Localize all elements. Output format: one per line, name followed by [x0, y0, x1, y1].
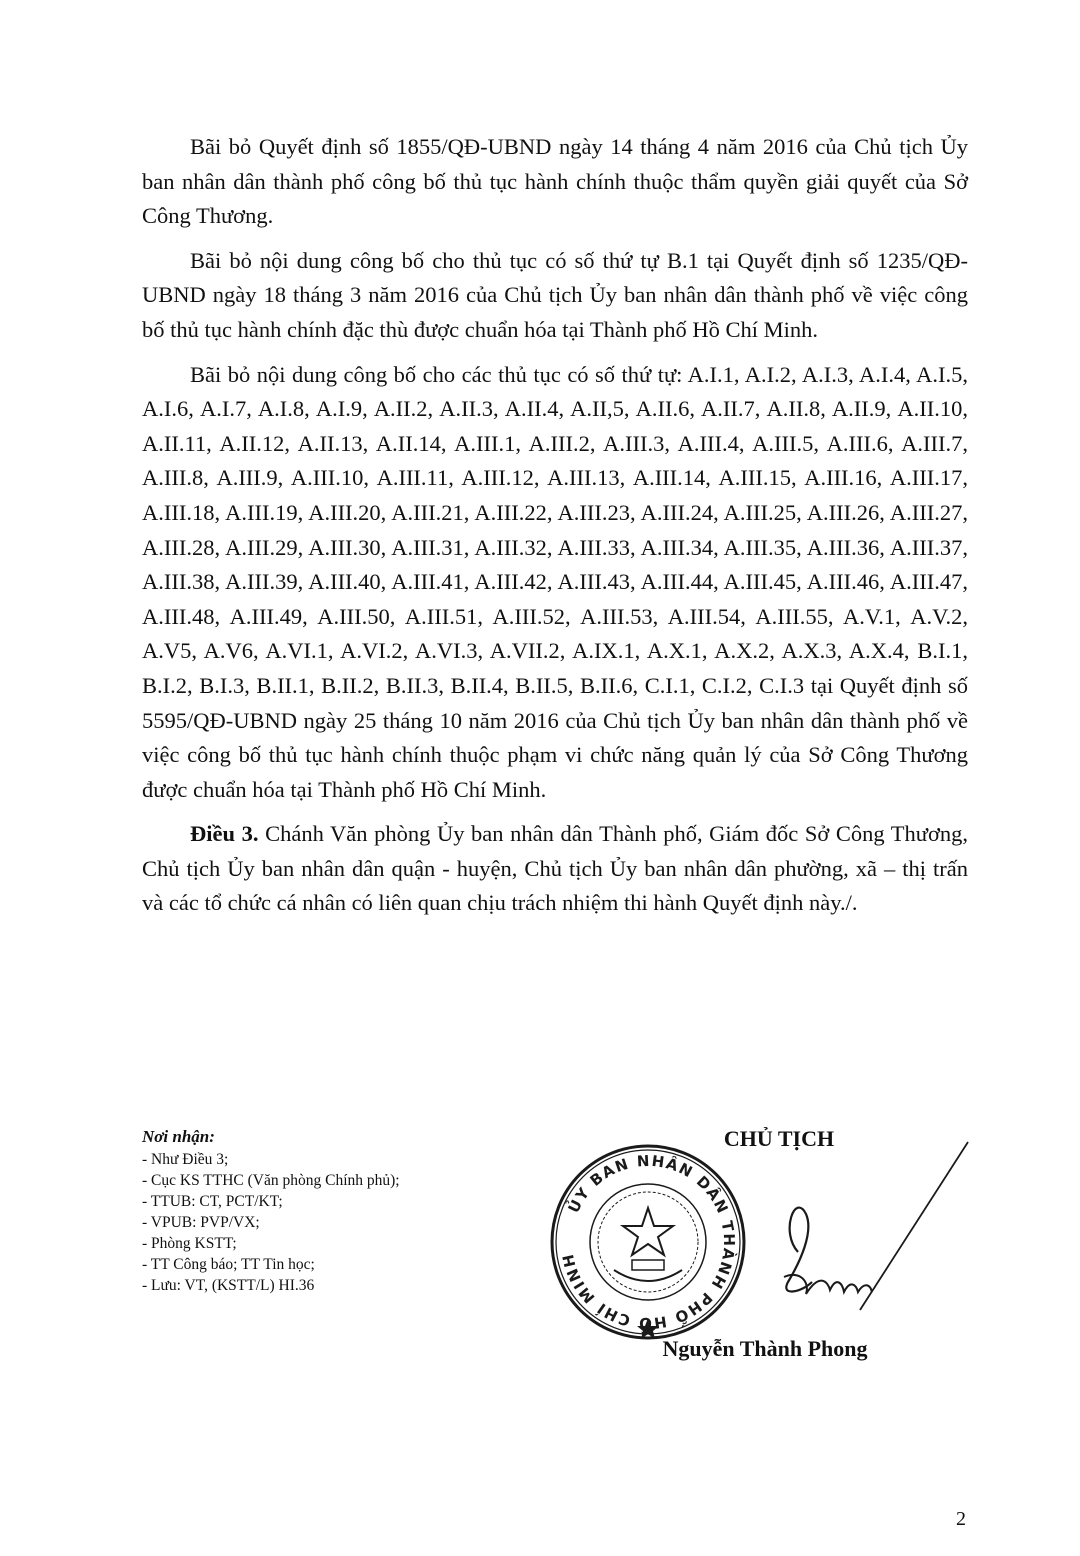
recipient-item: - TTUB: CT, PCT/KT; [142, 1193, 283, 1210]
paragraph-repeal-5595: Bãi bỏ nội dung công bố cho các thủ tục có số thứ tự: A.I.1, A.I.2, A.I.3, A.I.4, A.I.5, A.I.6, A.I.7, A.I.8, A.I.9, A.II.2, A.II.3, A.II.4, A.II,5, A.II.6, A.II.7, A.II.8, A.II.9, A.II.10, A.II.11, A.II.12, A.II.13, A.II.14, A.III.1, A.III.2, A.III.3, A.III.4, A.III.5, A.III.6, A.III.7, A.III.8, A.III.9, A.III.10, A.III.11, A.III.12, A.III.13, A.III.14, A.III.15, A.III.16, A.III.17, A.III.18, A.III.19, A.III.20, A.III.21, A.III.22, A.III.23, A.III.24, A.III.25, A.III.26, A.III.27, A.III.28, A.III.29, A.III.30, A.III.31, A.III.32, A.III.33, A.III.34, A.III.35, A.III.36, A.III.37, A.III.38, A.III.39, A.III.40, A.III.41, A.III.42, A.III.43, A.III.44, A.III.45, A.III.46, A.III.47, A.III.48, A.III.49, A.III.50, A.III.51, A.III.52, A.III.53, A.III.54, A.III.55, A.V.1, A.V.2, A.V5, A.V6, A.VI.1, A.VI.2, A.VI.3, A.VII.2, A.IX.1, A.X.1, A.X.2, A.X.3, A.X.4, B.I.1, B.I.2, B.I.3, B.II.1, B.II.2, B.II.3, B.II.4, B.II.5, B.II.6, C.I.1, C.I.2, C.I.3 tại Quyết định số 5595/QĐ-UBND ngày 25 tháng 10 năm 2016 của Chủ tịch Ủy ban nhân dân thành phố về việc công bố thủ tục hành chính thuộc phạm vi chức năng quản lý của Sở Công Thương được chuẩn hóa tại Thành phố Hồ Chí Minh. [142, 361, 968, 802]
recipient-item: - Lưu: VT, (KSTT/L) HI.36 [142, 1277, 315, 1294]
recipient-item: - Như Điều 3; [142, 1151, 229, 1168]
paragraph-repeal-1235: Bãi bỏ nội dung công bố cho thủ tục có số thứ tự B.1 tại Quyết định số 1235/QĐ-UBND ngày 18 tháng 3 năm 2016 của Chủ tịch Ủy ban nhân dân thành phố về việc công bố thủ tục hành chính đặc thù được chuẩn hóa tại Thành phố Hồ Chí Minh. [142, 247, 968, 342]
recipient-item: - Phòng KSTT; [142, 1235, 237, 1252]
article-3 [142, 817, 968, 921]
signer-name: Nguyễn Thành Phong [662, 1336, 868, 1361]
handwritten-signature [740, 1132, 980, 1332]
page-number: 2 [956, 1508, 966, 1530]
article-3-text: Chánh Văn phòng Ủy ban nhân dân Thành phố, Giám đốc Sở Công Thương, Chủ tịch Ủy ban nhân dân quận - huyện, Chủ tịch Ủy ban nhân dân phường, xã – thị trấn và các tổ chức cá nhân có liên quan chịu trách nhiệm thi hành Quyết định này./. [142, 821, 969, 916]
seal-ring-text: ỦY BAN NHÂN DÂN THÀNH PHỐ HỒ CHÍ MINH [558, 1151, 739, 1333]
official-seal [548, 1142, 748, 1342]
recipients-block [142, 1126, 522, 1296]
recipient-item: - TT Công báo; TT Tin học; [142, 1256, 315, 1273]
document-body [142, 130, 968, 931]
paragraph-repeal-1855: Bãi bỏ Quyết định số 1855/QĐ-UBND ngày 14 tháng 4 năm 2016 của Chủ tịch Ủy ban nhân dân thành phố công bố thủ tục hành chính thuộc thẩm quyền giải quyết của Sở Công Thương. [142, 134, 968, 229]
recipient-item: - Cục KS TTHC (Văn phòng Chính phủ); [142, 1172, 400, 1189]
recipient-item: - VPUB: PVP/VX; [142, 1214, 260, 1231]
signer-title: CHỦ TỊCH [723, 1126, 835, 1151]
recipients-title: Nơi nhận: [142, 1127, 215, 1146]
article-3-label: Điều 3. [190, 821, 259, 847]
